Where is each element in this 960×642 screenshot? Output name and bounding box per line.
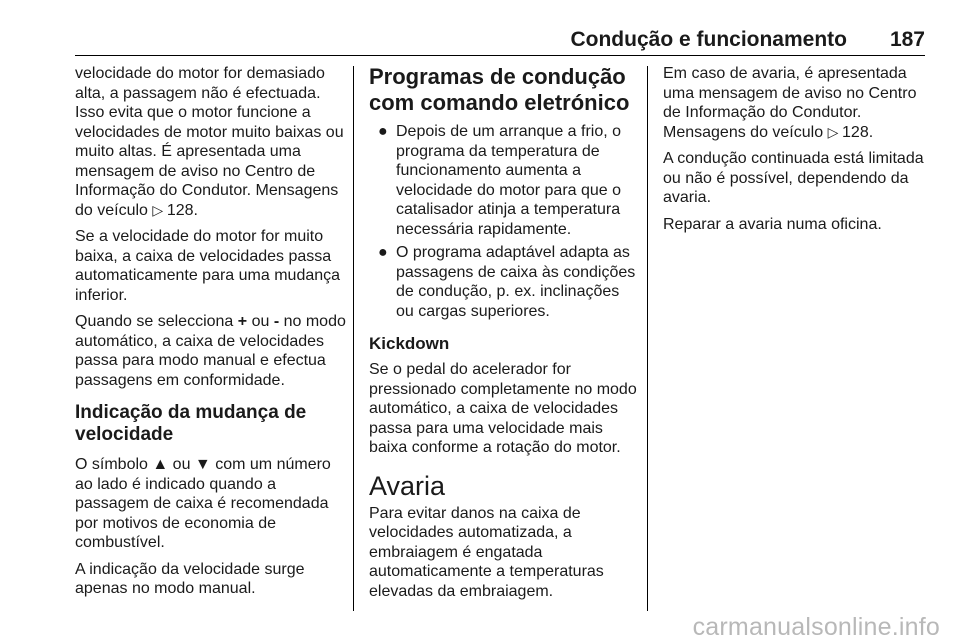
paragraph: Se o pedal do acelerador for pressionado completamente no modo automático, a caixa de velocidades passa para uma velocidade mais baixa conforme a rotação do motor. xyxy=(369,361,637,456)
bullet-icon: ● xyxy=(378,244,388,261)
header-rule xyxy=(75,55,925,56)
triangle-down-icon: ▼ xyxy=(194,456,211,473)
subsection-heading: Kickdown xyxy=(369,334,450,353)
section-heading: Avaria xyxy=(369,470,446,501)
paragraph: Se a velocidade do motor for muito baixa, a caixa de velocidades passa automaticamente para uma mudança inferior. xyxy=(75,228,341,304)
paragraph: O símbolo ▲ ou ▼ com um número ao lado é indicado quando a passagem de caixa é recomendada por motivos de economia de combustível. xyxy=(75,456,331,551)
paragraph: A indicação da velocidade surge apenas no modo manual. xyxy=(75,560,305,597)
paragraph: Reparar a avaria numa oficina. xyxy=(663,215,882,233)
column-divider-1 xyxy=(353,66,354,611)
plus-symbol: + xyxy=(237,313,248,330)
section-heading: Indicação da mudança de velocidade xyxy=(75,402,307,445)
column-2 xyxy=(369,64,637,608)
column-1 xyxy=(75,64,347,606)
triangle-up-icon: ▲ xyxy=(152,456,169,473)
page-reference[interactable]: 128. xyxy=(166,201,198,219)
paragraph: Para evitar danos na caixa de velocidades automatizada, a embraiagem é engatada automaticamente a temperaturas elevadas da embraiagem. xyxy=(369,504,604,600)
paragraph: A condução continuada está limitada ou não é possível, dependendo da avaria. xyxy=(663,150,924,206)
paragraph: Em caso de avaria, é apresentada uma mensagem de aviso no Centro de Informação do Condutor. Mensagens do veículo ▷ 128. xyxy=(663,65,917,141)
column-divider-2 xyxy=(647,66,648,611)
list-item: ● O programa adaptável adapta as passagens de caixa às condições de condução, p. ex. inclinações ou cargas superiores. xyxy=(378,244,636,320)
bullet-list xyxy=(369,122,637,321)
section-heading: Programas de condução com comando eletrónico xyxy=(369,64,630,115)
page-number: 187 xyxy=(889,28,925,51)
page-reference-icon: ▷ xyxy=(827,123,839,140)
list-item: ● Depois de um arranque a frio, o programa da temperatura de funcionamento aumenta a velocidade do motor para que o catalisador atinja a temperatura necessária rapidamente. xyxy=(378,123,622,238)
column-3 xyxy=(663,64,928,241)
page-reference[interactable]: 128. xyxy=(842,123,874,141)
minus-symbol: - xyxy=(273,313,280,330)
bullet-icon: ● xyxy=(378,123,388,140)
section-title: Condução e funcionamento xyxy=(570,28,847,51)
page-reference-icon: ▷ xyxy=(152,201,164,218)
watermark: carmanualsonline.info xyxy=(692,613,940,641)
paragraph: Quando se selecciona + ou - no modo automático, a caixa de velocidades passa para modo manual e efectua passagens em conformidade. xyxy=(75,313,346,389)
page-header xyxy=(75,28,925,52)
paragraph: velocidade do motor for demasiado alta, a passagem não é efectuada. Isso evita que o motor funcione a velocidades de motor muito baixas ou muito altas. É apresentada uma mensagem de aviso no Centro de Informação do Condutor. Mensagens do veículo ▷ 128. xyxy=(75,65,344,219)
